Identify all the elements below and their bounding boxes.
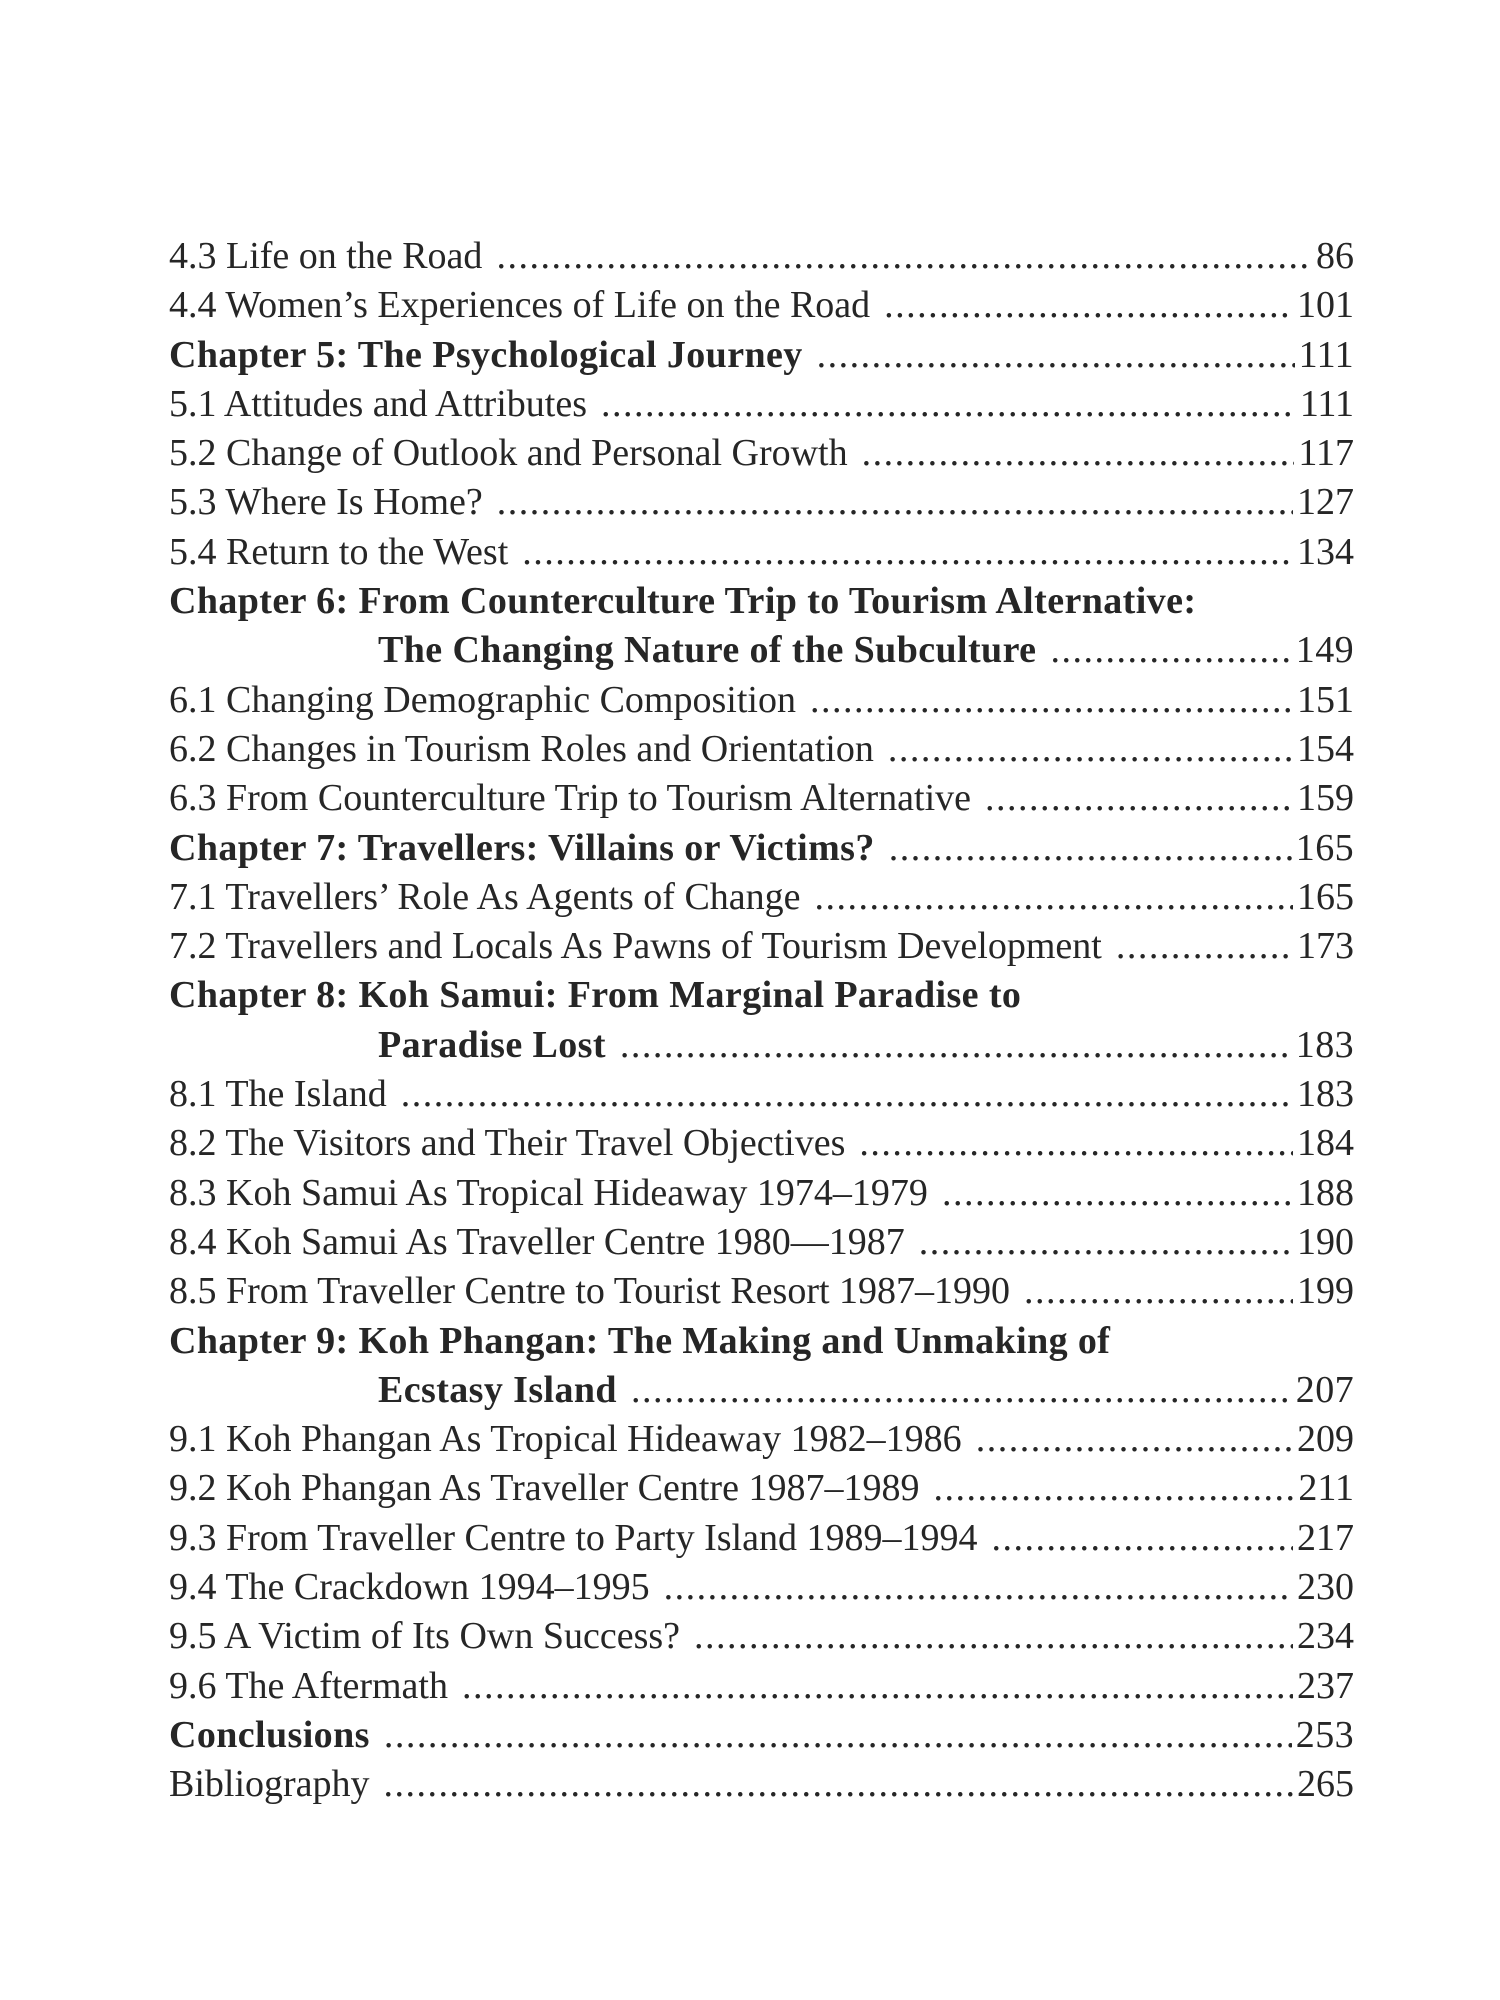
dot-leader xyxy=(497,478,1293,527)
toc-entry-title: 9.4 The Crackdown 1994–1995 xyxy=(169,1566,650,1609)
toc-entry-page: 134 xyxy=(1297,530,1354,573)
toc-entry-page: 183 xyxy=(1295,1023,1354,1066)
toc-entry xyxy=(169,1070,1354,1119)
toc-entry-page: 211 xyxy=(1298,1467,1354,1510)
toc-entry-title: 9.2 Koh Phangan As Traveller Centre 1987–1989 xyxy=(169,1467,920,1510)
toc-entry xyxy=(169,380,1354,429)
toc-entry-page: 165 xyxy=(1295,826,1354,869)
dot-leader xyxy=(496,232,1312,281)
toc-entry-title: 5.1 Attitudes and Attributes xyxy=(169,382,587,425)
toc-entry xyxy=(169,1218,1354,1267)
toc-entry xyxy=(169,528,1354,577)
toc-entry-page: 209 xyxy=(1297,1418,1354,1461)
toc-chapter-title: Chapter 8: Koh Samui: From Marginal Paradise to xyxy=(169,974,1022,1017)
toc-entry-page: 190 xyxy=(1297,1220,1354,1263)
toc-entry-page: 111 xyxy=(1298,333,1354,376)
toc-entry-title: 8.1 The Island xyxy=(169,1073,387,1116)
dot-leader xyxy=(991,1514,1293,1563)
toc-entry-page: 111 xyxy=(1299,382,1354,425)
toc-chapter-heading xyxy=(169,971,1354,1020)
dot-leader xyxy=(631,1366,1292,1415)
toc-entry xyxy=(169,429,1354,478)
toc-entry-title: 6.2 Changes in Tourism Roles and Orientation xyxy=(169,727,874,770)
toc-entry-title: Bibliography xyxy=(169,1763,370,1806)
dot-leader xyxy=(942,1169,1293,1218)
toc-entry xyxy=(169,1662,1354,1711)
toc-entry-title: 8.4 Koh Samui As Traveller Centre 1980—1987 xyxy=(169,1220,905,1263)
dot-leader xyxy=(462,1662,1293,1711)
toc-entry-page: 207 xyxy=(1295,1368,1354,1411)
toc-chapter-subtitle: Paradise Lost xyxy=(378,1023,606,1066)
toc-entry-page: 253 xyxy=(1295,1713,1354,1756)
toc-entry-page: 184 xyxy=(1297,1122,1354,1165)
toc-entry xyxy=(169,1267,1354,1316)
toc-entry-page: 217 xyxy=(1297,1516,1354,1559)
toc-chapter-title: Chapter 5: The Psychological Journey xyxy=(169,333,803,376)
toc-chapter-title: Chapter 6: From Counterculture Trip to Tourism Alternative: xyxy=(169,580,1197,623)
dot-leader xyxy=(976,1415,1293,1464)
toc-chapter-heading xyxy=(169,577,1354,626)
toc-chapter-continuation xyxy=(169,1366,1354,1415)
toc-entry-title: 6.1 Changing Demographic Composition xyxy=(169,678,796,721)
dot-leader xyxy=(1024,1267,1293,1316)
dot-leader xyxy=(985,774,1293,823)
toc-entry-title: 8.5 From Traveller Centre to Tourist Resort 1987–1990 xyxy=(169,1270,1011,1313)
toc-entry-page: 183 xyxy=(1297,1073,1354,1116)
toc-chapter-heading xyxy=(169,1317,1354,1366)
toc-entry xyxy=(169,1760,1354,1809)
dot-leader xyxy=(401,1070,1293,1119)
toc-entry xyxy=(169,922,1354,971)
dot-leader xyxy=(884,281,1293,330)
toc-entry xyxy=(169,1464,1354,1513)
toc-entry-title: 4.3 Life on the Road xyxy=(169,235,483,277)
toc-chapter-continuation xyxy=(169,1021,1354,1070)
toc-entry-title: 5.3 Where Is Home? xyxy=(169,481,483,524)
toc-entry xyxy=(169,725,1354,774)
dot-leader xyxy=(1050,626,1291,675)
toc-entry-page: 154 xyxy=(1297,727,1354,770)
toc-chapter-subtitle: The Changing Nature of the Subculture xyxy=(378,629,1037,672)
toc-entry-page: 199 xyxy=(1297,1270,1354,1313)
toc-entry-title: 8.2 The Visitors and Their Travel Objectives xyxy=(169,1122,846,1165)
dot-leader xyxy=(859,1119,1293,1168)
dot-leader xyxy=(522,528,1293,577)
toc-entry-title: 9.6 The Aftermath xyxy=(169,1664,448,1707)
dot-leader xyxy=(815,873,1293,922)
toc-entry xyxy=(169,1169,1354,1218)
toc-entry-title: 7.1 Travellers’ Role As Agents of Change xyxy=(169,875,801,918)
toc-entry-title: 9.5 A Victim of Its Own Success? xyxy=(169,1615,681,1658)
dot-leader xyxy=(1116,922,1293,971)
toc-entry xyxy=(169,676,1354,725)
toc-entry-page: 151 xyxy=(1297,678,1354,721)
dot-leader xyxy=(919,1218,1293,1267)
toc-entry xyxy=(169,1612,1354,1661)
dot-leader xyxy=(384,1711,1292,1760)
toc-entry-page: 265 xyxy=(1297,1763,1354,1806)
toc-entry-page: 159 xyxy=(1297,777,1354,820)
toc-entry-page: 173 xyxy=(1297,925,1354,968)
toc-entry xyxy=(169,774,1354,823)
toc-entry-page: 234 xyxy=(1297,1615,1354,1658)
dot-leader xyxy=(888,725,1293,774)
toc-entry-page: 230 xyxy=(1297,1566,1354,1609)
dot-leader xyxy=(384,1760,1293,1809)
toc-chapter-entry xyxy=(169,331,1354,380)
dot-leader xyxy=(601,380,1296,429)
toc-chapter-title: Chapter 9: Koh Phangan: The Making and Unmaking of xyxy=(169,1319,1111,1362)
toc-entry-title: 9.3 From Traveller Centre to Party Island 1989–1994 xyxy=(169,1516,978,1559)
toc-entry-page: 101 xyxy=(1297,284,1354,327)
toc-entry-page: 127 xyxy=(1297,481,1354,524)
dot-leader xyxy=(694,1612,1293,1661)
toc-entry xyxy=(169,478,1354,527)
toc-entry xyxy=(169,281,1354,330)
dot-leader xyxy=(817,331,1295,380)
toc-entry-page: 188 xyxy=(1297,1171,1354,1214)
dot-leader xyxy=(620,1021,1292,1070)
dot-leader xyxy=(862,429,1295,478)
toc-chapter-entry xyxy=(169,1711,1354,1760)
toc-entry xyxy=(169,1563,1354,1612)
toc-entry-page: 237 xyxy=(1297,1664,1354,1707)
toc-entry-page: 117 xyxy=(1298,432,1354,475)
toc-entry xyxy=(169,232,1354,281)
table-of-contents xyxy=(169,232,1354,1810)
toc-entry-title: 9.1 Koh Phangan As Tropical Hideaway 1982–1986 xyxy=(169,1418,962,1461)
toc-chapter-entry xyxy=(169,824,1354,873)
dot-leader xyxy=(889,824,1292,873)
toc-entry-page: 86 xyxy=(1316,235,1354,277)
toc-chapter-continuation xyxy=(169,626,1354,675)
toc-entry-title: 5.4 Return to the West xyxy=(169,530,509,573)
toc-entry-title: 7.2 Travellers and Locals As Pawns of Tourism Development xyxy=(169,925,1102,968)
dot-leader xyxy=(810,676,1293,725)
toc-chapter-title: Conclusions xyxy=(169,1713,370,1756)
toc-entry xyxy=(169,1415,1354,1464)
toc-entry xyxy=(169,1119,1354,1168)
dot-leader xyxy=(933,1464,1294,1513)
dot-leader xyxy=(664,1563,1293,1612)
toc-chapter-title: Chapter 7: Travellers: Villains or Victims? xyxy=(169,826,875,869)
toc-entry-title: 4.4 Women’s Experiences of Life on the Road xyxy=(169,284,871,327)
toc-entry-title: 8.3 Koh Samui As Tropical Hideaway 1974–1979 xyxy=(169,1171,928,1214)
toc-entry-page: 165 xyxy=(1297,875,1354,918)
toc-entry-page: 149 xyxy=(1295,629,1354,672)
toc-chapter-subtitle: Ecstasy Island xyxy=(378,1368,617,1411)
toc-entry xyxy=(169,1514,1354,1563)
toc-entry-title: 6.3 From Counterculture Trip to Tourism Alternative xyxy=(169,777,971,820)
toc-entry-title: 5.2 Change of Outlook and Personal Growth xyxy=(169,432,848,475)
toc-entry xyxy=(169,873,1354,922)
